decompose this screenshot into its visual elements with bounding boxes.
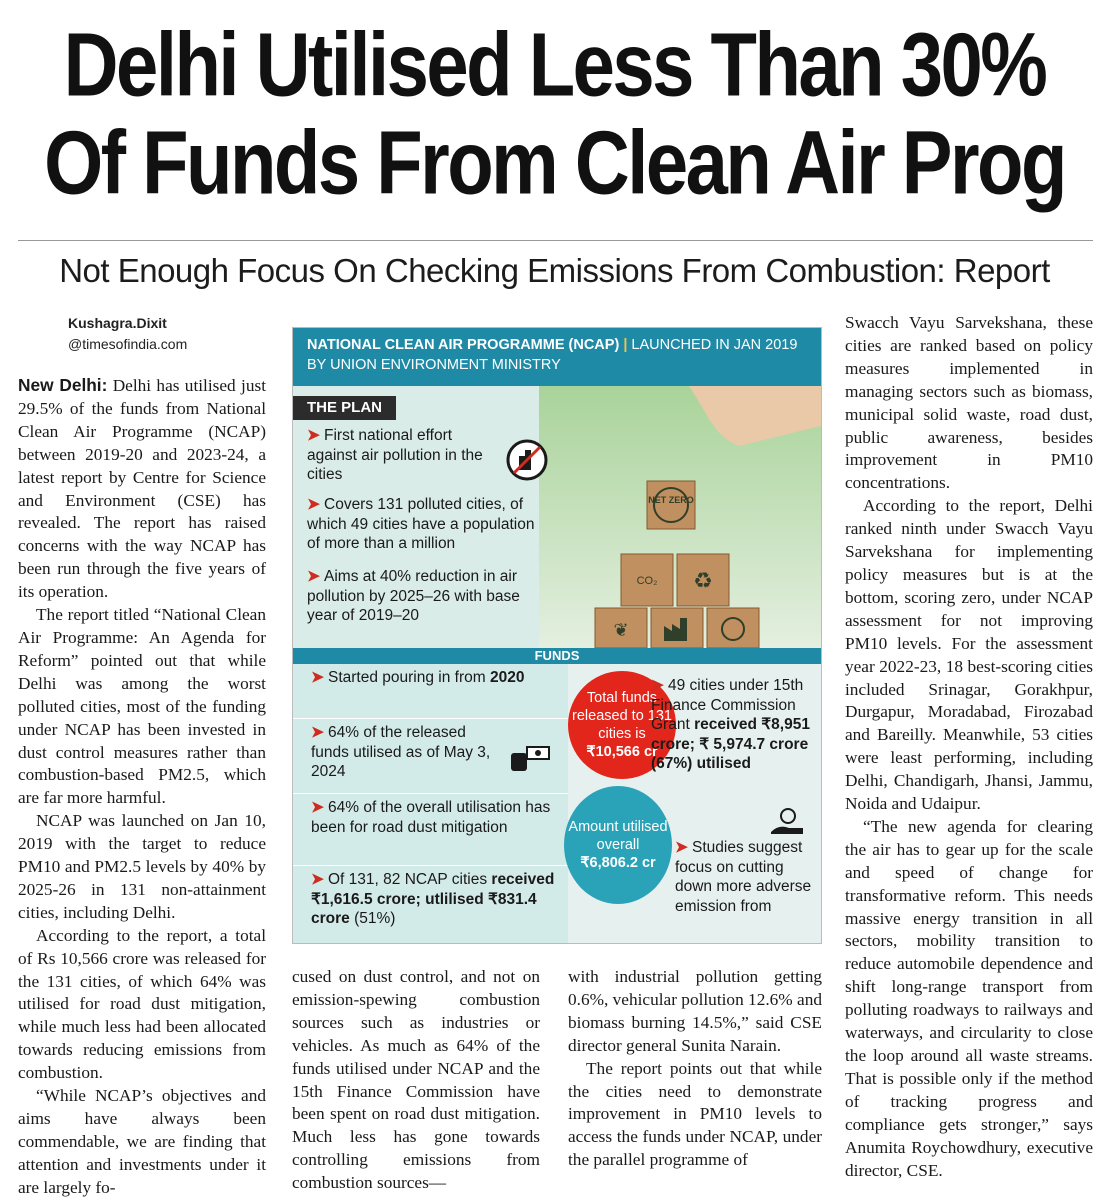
no-pollution-icon <box>505 438 549 482</box>
netzero-label: NET ZERO <box>648 495 694 505</box>
funds-item-2: ➤ 64% of the released funds utilised as of May 3, 2024 <box>293 719 568 794</box>
divider <box>18 240 1093 241</box>
amount-utilised-value: ₹6,806.2 cr <box>580 855 656 871</box>
paragraph: with industrial pollution getting 0.6%, vehicular pollution 12.6% and biomass burning 14.5%,” said CSE director general Sunita Narain. <box>568 967 822 1055</box>
arrow-icon: ➤ <box>675 839 688 856</box>
globe-block <box>707 608 759 648</box>
arrow-icon: ➤ <box>311 799 324 816</box>
dateline: New Delhi: <box>18 375 108 395</box>
plan-item-1: ➤ First national effort against air pollution in the cities <box>307 427 483 483</box>
paragraph: According to the report, a total of Rs 10,566 crore was released for the 131 cities, of which 64% was utilised for road dust mitigation, while much less had been allocated towards reducing emissions from combustion. <box>18 925 266 1083</box>
paragraph: The report points out that while the cities need to demonstrate improvement in PM10 levels to access the funds under NCAP, under the parallel programme of <box>568 1058 822 1170</box>
arrow-icon: ➤ <box>311 669 324 686</box>
funds-right-item-2: ➤ Studies suggest focus on cutting down more adverse emission from <box>675 839 812 915</box>
infographic-header <box>293 328 821 386</box>
author-handle: @timesofindia.com <box>68 336 188 352</box>
total-funds-amount: ₹10,566 cr <box>586 744 658 760</box>
header-separator: | <box>623 337 628 353</box>
coin-hand-icon <box>769 806 807 836</box>
article-column-3 <box>568 966 822 1172</box>
plan-item-3: ➤ Aims at 40% reduction in air pollution by 2025–26 with base year of 2019–20 <box>307 568 520 624</box>
co2-icon: CO₂ <box>636 575 658 587</box>
amount-utilised-text: Amount utilised overall <box>568 819 668 853</box>
recycle-icon: ♻ <box>693 569 713 594</box>
launch-info: LAUNCHED IN JAN 2019 BY UNION ENVIRONMENT MINISTRY <box>307 337 798 373</box>
subheadline: Not Enough Focus On Checking Emissions From Combustion: Report <box>59 252 1050 289</box>
paragraph: “The new agenda for clearing the air has to gear up for the scale and speed of change for transformative reform. This needs massive energy transition in all sectors, mobility transition to reduce automobile dependence and shift long-range transport from polluting roadways to railways and waterways, and circularity to close the loop around all waste streams. That is possible only if the method of tracking progress and compliance gets stronger,” says Anumita Roychowdhury, executive director, CSE. <box>845 816 1093 1180</box>
ncap-infographic <box>292 327 822 944</box>
funds-item-1: ➤ Started pouring in from 2020 <box>293 664 568 719</box>
paragraph: According to the report, Delhi ranked ninth under Swacch Vayu Sarvekshana for implementing policy measures but is at the bottom, scoring zero, under NCAP assessment for not improving PM10 levels. For the assessment year 2022-23, 18 best-scoring cities included Srinagar, Gorakhpur, Durgapur, Moradabad, Firozabad and Bareilly. Meanwhile, 53 cities were least performing, including Delhi, Chandigarh, Jhansi, Jammu, Noida and Udaipur. <box>845 496 1093 814</box>
headline-line1: Delhi Utilised Less Than 30% <box>63 15 1046 116</box>
funds-item-4: ➤ Of 131, 82 NCAP cities received ₹1,616.5 crore; utlilised ₹831.4 crore (51%) <box>293 866 568 943</box>
paragraph: New Delhi: Delhi has utilised just 29.5% of the funds from National Clean Air Programme (NCAP) between 2019-20 and 2023-24, a latest report by Centre for Science and Environment (CSE) has revealed. The report has raised concerns with the way NCAP has been run through the five years of its operation. <box>18 375 266 602</box>
total-funds-text: Total funds released to 131 cities is <box>572 690 672 742</box>
net-zero-blocks-illustration <box>539 386 821 648</box>
article-column-2 <box>292 966 540 1195</box>
arrow-icon: ➤ <box>311 724 324 741</box>
arrow-icon: ➤ <box>311 871 324 888</box>
funds-item-3: ➤ 64% of the overall utilisation has been for road dust mitigation <box>293 794 568 866</box>
paragraph: Swacch Vayu Sarvekshana, these cities are ranked based on policy measures implemented in managing sectors such as biomass, municipal solid waste, road dust, public awareness, besides improvement in PM10 concentrations. <box>845 313 1093 493</box>
headline-line2: Of Funds From Clean Air Prog <box>44 113 1065 214</box>
funds-right-item-1: ➤ 49 cities under 15th Finance Commission Grant received ₹8,951 crore; ₹ 5,974.7 crore (67%) utilised <box>651 677 810 772</box>
plan-item-2: ➤ Covers 131 polluted cities, of which 49 cities have a population of more than a million <box>307 496 535 552</box>
paragraph: NCAP was launched on Jan 10, 2019 with the target to reduce PM10 and PM2.5 levels by 40% by 2025-26 in 131 non-attainment cities, including Delhi. <box>18 811 266 922</box>
paragraph: cused on dust control, and not on emission-spewing combustion sources such as industries or vehicles. As much as 64% of the funds utilised under NCAP and the 15th Finance Commission have been spent on road dust mitigation. Much less has gone towards controlling emissions from combustion sources— <box>292 967 540 1193</box>
paragraph: The report titled “National Clean Air Programme: An Agenda for Reform” pointed out that while Delhi was among the worst polluted cities, most of the funding under NCAP has been invested in dust control measures rather than combustion-based PM2.5, which are far more harmful. <box>18 605 266 808</box>
illustration-art <box>539 386 821 648</box>
article-column-1 <box>18 374 266 1200</box>
funds-label: FUNDS <box>293 648 821 664</box>
arrow-icon: ➤ <box>307 568 320 585</box>
arrow-icon: ➤ <box>307 427 320 444</box>
arrow-icon: ➤ <box>651 677 664 694</box>
article-column-4 <box>845 312 1093 1182</box>
plant-icon: ❦ <box>613 620 629 641</box>
infographic-title: NATIONAL CLEAN AIR PROGRAMME (NCAP) <box>307 337 620 353</box>
author-name: Kushagra.Dixit <box>68 315 167 331</box>
amount-utilised-circle <box>564 786 672 904</box>
byline <box>68 313 187 355</box>
money-hand-icon <box>509 743 551 775</box>
arrow-icon: ➤ <box>307 496 320 513</box>
plan-label: THE PLAN <box>293 396 396 420</box>
paragraph: “While NCAP’s objectives and aims have always been commendable, we are finding that attention and investments under it are largely fo- <box>18 1086 266 1197</box>
